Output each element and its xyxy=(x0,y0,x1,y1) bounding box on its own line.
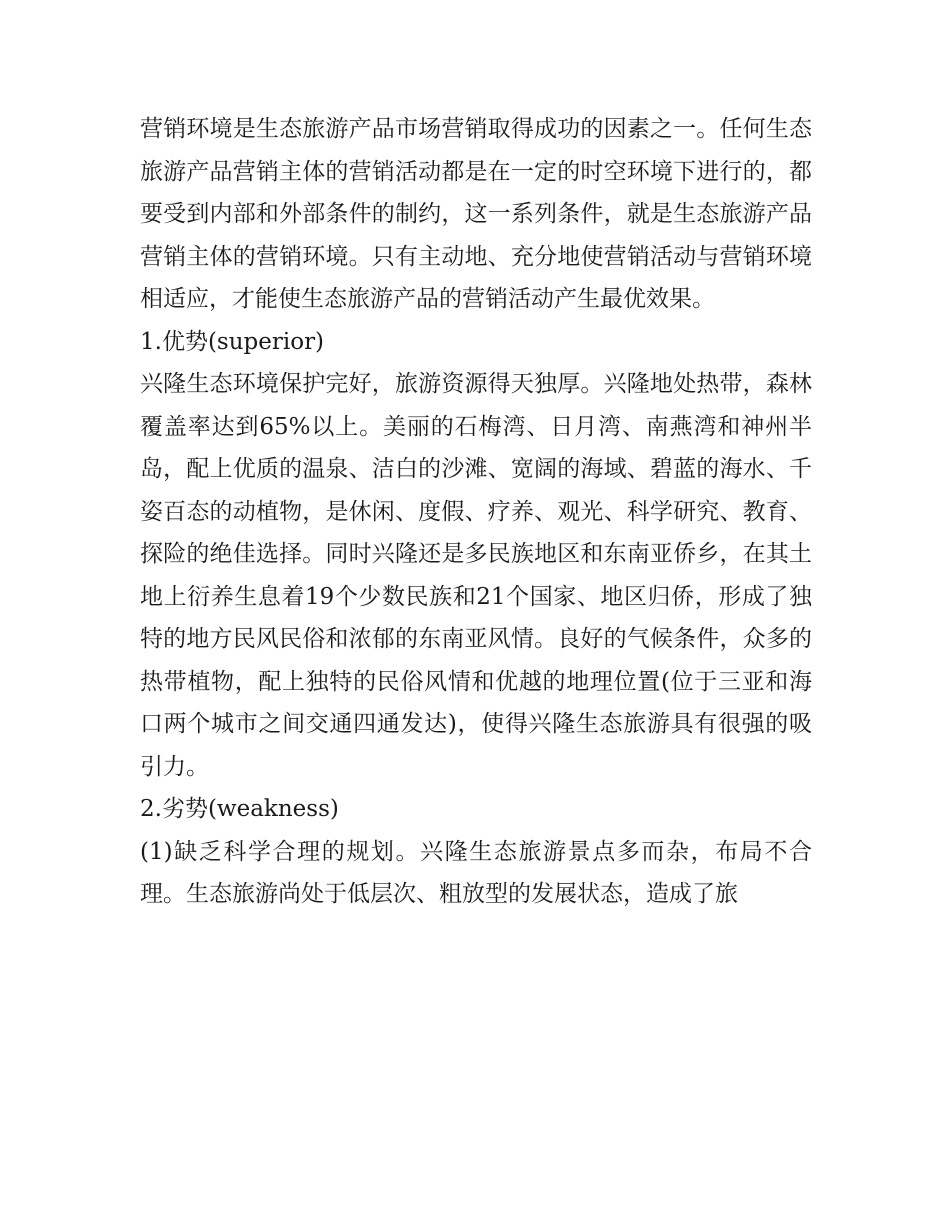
heading-superior: 1.优势(superior) xyxy=(140,328,325,355)
heading-weakness: 2.劣势(weakness) xyxy=(140,796,339,822)
paragraph-weakness-1: (1)缺乏科学合理的规划。兴隆生态旅游景点多而杂，布局不合理。生态旅游尚处于低层次、粗放型的发展状态，造成了旅 xyxy=(140,838,812,907)
paragraph-superior: 兴隆生态环境保护完好，旅游资源得天独厚。兴隆地处热带，森林覆盖率达到65%以上。美丽的石梅湾、日月湾、南燕湾和神州半岛，配上优质的温泉、洁白的沙滩、宽阔的海域、碧蓝的海水、千姿百态的动植物，是休闲、度假、疗养、观光、科学研究、教育、探险的绝佳选择。同时兴隆还是多民族地区和东南亚侨乡，在其土地上衍养生息着19个少数民族和21个国家、地区归侨，形成了独特的地方民风民俗和浓郁的东南亚风情。良好的气候条件，众多的热带植物，配上独特的民俗风情和优越的地理位置(位于三亚和海口两个城市之间交通四通发达)，使得兴隆生态旅游具有很强的吸引力。 xyxy=(140,371,812,780)
paragraph-marketing-environment: 营销环境是生态旅游产品市场营销取得成功的因素之一。任何生态旅游产品营销主体的营销活动都是在一定的时空环境下进行的，都要受到内部和外部条件的制约，这一系列条件，就是生态旅游产品营销主体的营销环境。只有主动地、充分地使营销活动与营销环境相适应，才能使生态旅游产品的营销活动产生最优效果。 xyxy=(140,116,812,312)
document-body xyxy=(140,108,812,916)
